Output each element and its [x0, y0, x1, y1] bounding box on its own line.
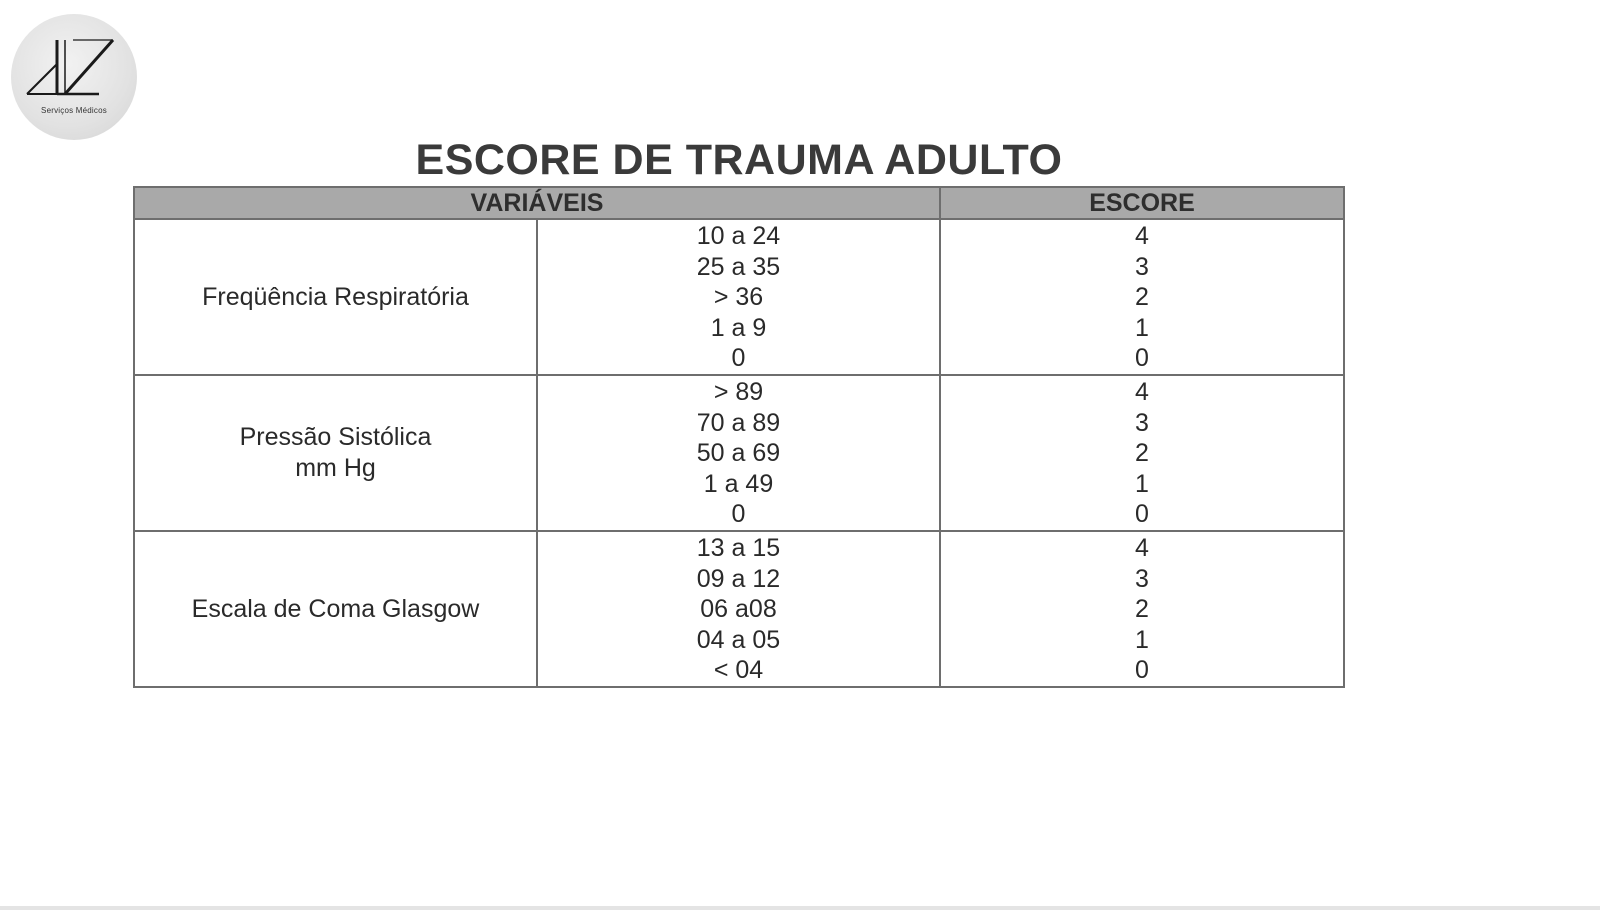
company-logo	[11, 14, 137, 140]
table-header-row	[134, 187, 1344, 219]
table-row	[134, 375, 1344, 531]
range-value: 0	[731, 344, 746, 372]
variable-label: Freqüência Respiratória	[202, 282, 469, 311]
score-value: 0	[1135, 344, 1149, 372]
score-value: 2	[1135, 439, 1149, 467]
score-value: 3	[1135, 564, 1149, 593]
score-value: 1	[1135, 625, 1149, 654]
score-cell	[940, 531, 1344, 687]
score-value: 4	[1135, 378, 1149, 406]
range-value: 1 a 49	[703, 469, 774, 498]
range-value: 04 a 05	[696, 625, 781, 654]
variable-cell	[134, 219, 537, 375]
score-value: 3	[1135, 408, 1149, 437]
bottom-divider	[0, 906, 1600, 910]
trauma-score-table	[133, 186, 1345, 688]
range-value: > 36	[713, 283, 764, 311]
variable-cell	[134, 531, 537, 687]
score-value: 2	[1135, 283, 1149, 311]
logo-mark-icon	[11, 14, 137, 140]
header-score: ESCORE	[940, 187, 1344, 219]
range-value: 06 a08	[700, 595, 777, 623]
score-value: 0	[1135, 500, 1149, 528]
score-cell	[940, 375, 1344, 531]
range-value: < 04	[713, 656, 764, 684]
score-value: 1	[1135, 469, 1149, 498]
range-cell	[537, 219, 940, 375]
score-value: 3	[1135, 252, 1149, 281]
range-value: 09 a 12	[696, 564, 781, 593]
range-value: 13 a 15	[696, 534, 781, 562]
logo-caption: Serviços Médicos	[41, 106, 107, 115]
score-value: 2	[1135, 595, 1149, 623]
range-value: 70 a 89	[696, 408, 781, 437]
variable-label: Pressão Sistólica	[239, 423, 432, 451]
range-value: 50 a 69	[696, 439, 781, 467]
header-variables: VARIÁVEIS	[134, 187, 940, 219]
score-value: 4	[1135, 534, 1149, 562]
score-cell	[940, 219, 1344, 375]
page-title: ESCORE DE TRAUMA ADULTO	[415, 136, 1063, 184]
range-cell	[537, 375, 940, 531]
table-row	[134, 531, 1344, 687]
range-value: 0	[731, 500, 746, 528]
variable-cell	[134, 375, 537, 531]
variable-label: Escala de Coma Glasgow	[191, 594, 480, 623]
variable-unit: mm Hg	[295, 454, 376, 482]
range-value: 1 a 9	[710, 313, 767, 342]
range-value: 10 a 24	[696, 222, 781, 250]
score-value: 4	[1135, 222, 1149, 250]
table-row	[134, 219, 1344, 375]
range-cell	[537, 531, 940, 687]
score-value: 0	[1135, 656, 1149, 684]
score-value: 1	[1135, 313, 1149, 342]
range-value: 25 a 35	[696, 252, 781, 281]
range-value: > 89	[713, 378, 764, 406]
